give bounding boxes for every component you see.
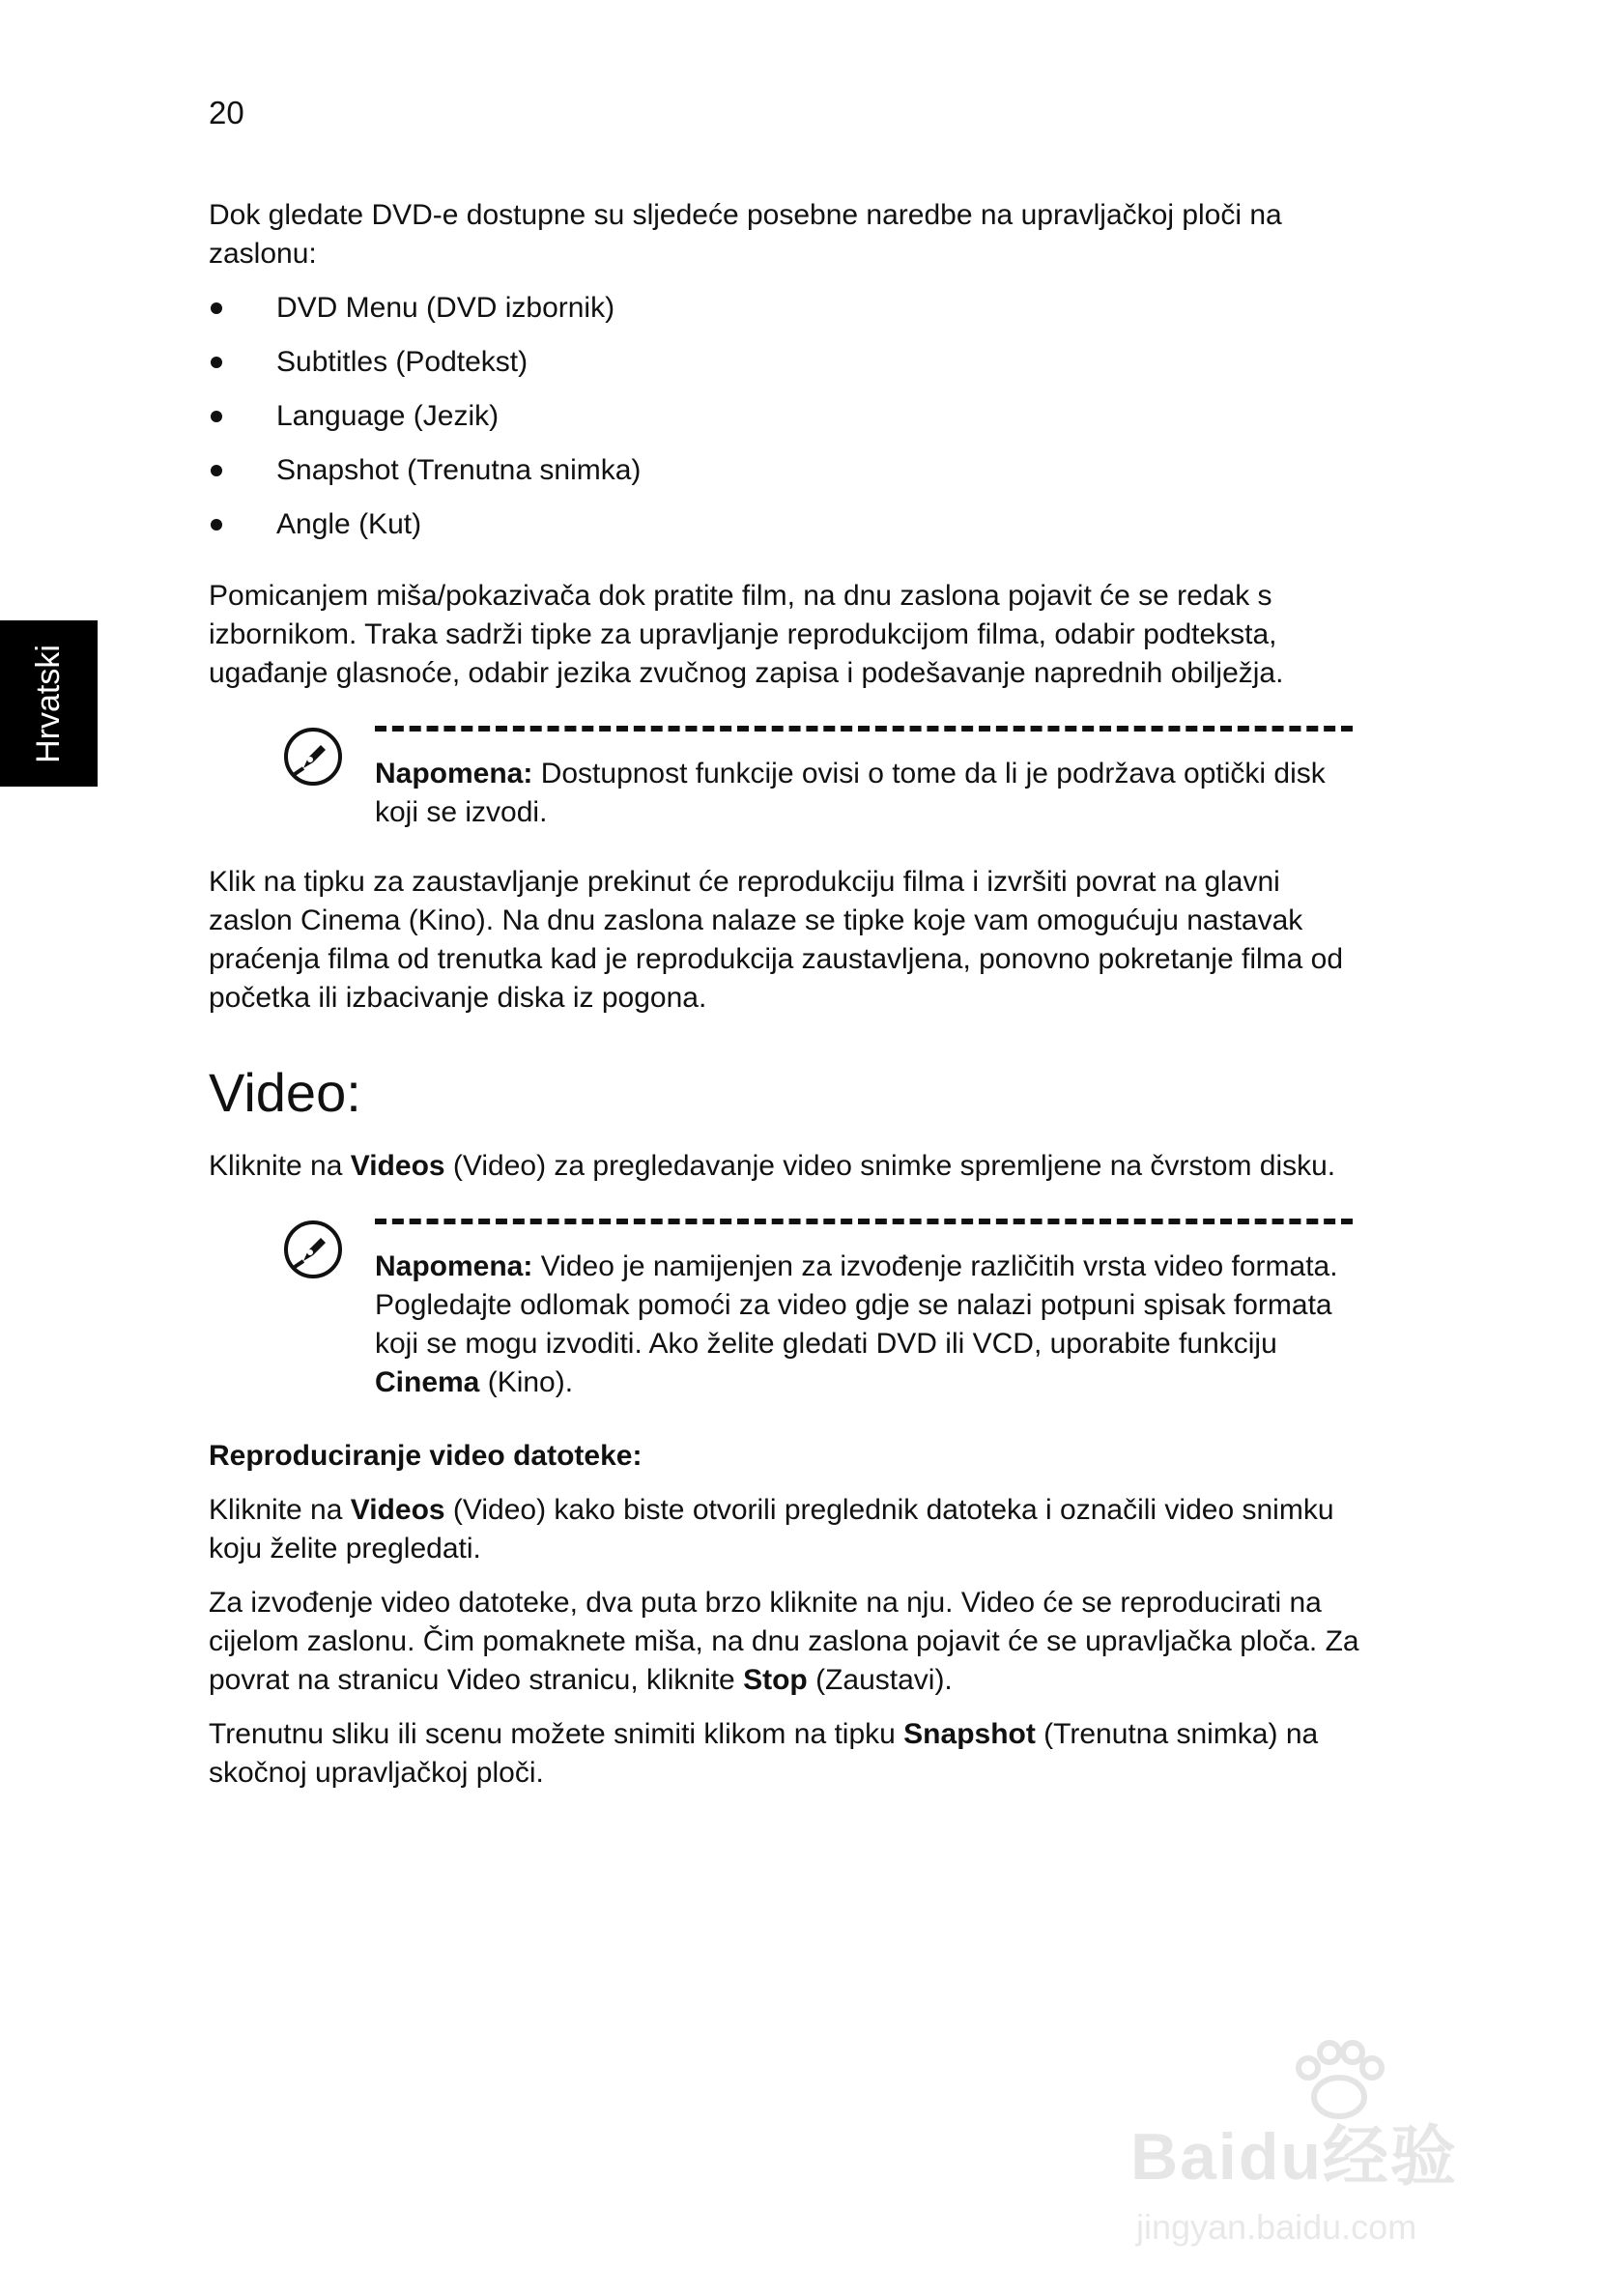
page-content bbox=[209, 196, 1368, 1808]
page-number: 20 bbox=[209, 95, 244, 130]
note-text: Napomena: Video je namijenjen za izvođenje različitih vrsta video formata. Pogledajte odlomak pomoći za video gdje se nalazi potpuni spisak formata koji se mogu izvoditi. Ako želite gledati DVD ili VCD, uporabite funkciju Cinema (Kino). bbox=[375, 1250, 1338, 1398]
section-title-video: Video: bbox=[209, 1062, 361, 1123]
watermark-logo: Baidu经验 bbox=[1130, 2120, 1458, 2194]
note-text: Napomena: Dostupnost funkcije ovisi o tome da li je podržava optički disk koji se izvodi. bbox=[375, 758, 1326, 828]
list-item: DVD Menu (DVD izbornik) bbox=[209, 289, 1368, 343]
note-label: Napomena: bbox=[375, 758, 533, 789]
list-item: Language (Jezik) bbox=[209, 397, 1368, 451]
mouse-paragraph: Pomicanjem miša/pokazivača dok pratite film, na dnu zaslona pojavit će se redak s izbornikom. Traka sadrži tipke za upravljanje reprodukcijom filma, odabir podteksta, ugađanje glasnoće, odabir jezika zvučnog zapisa i podešavanje naprednih obilježja. bbox=[209, 580, 1284, 689]
list-item: Angle (Kut) bbox=[209, 505, 1368, 560]
note-divider bbox=[375, 726, 1353, 732]
list-item: Snapshot (Trenutna snimka) bbox=[209, 451, 1368, 505]
intro-paragraph: Dok gledate DVD-e dostupne su sljedeće posebne naredbe na upravljačkoj ploči na zaslonu: bbox=[209, 199, 1282, 270]
subheading-play-video: Reproduciranje video datoteke: bbox=[209, 1440, 643, 1472]
dvd-commands-list bbox=[209, 289, 1368, 560]
language-side-tab bbox=[0, 620, 98, 787]
video-paragraph: Za izvođenje video datoteke, dva puta brzo kliknite na nju. Video će se reproducirati na cijelom zaslonu. Čim pomaknete miša, na dnu zaslona pojavit će se upravljačka ploča. Za povrat na stranicu Video stranicu, kliknite Stop (Zaustavi). bbox=[209, 1587, 1359, 1696]
watermark bbox=[1127, 2037, 1513, 2269]
note-divider bbox=[375, 1219, 1353, 1224]
note-box bbox=[209, 726, 1368, 832]
note-label: Napomena: bbox=[375, 1250, 533, 1282]
stop-paragraph: Klik na tipku za zaustavljanje prekinut će reprodukciju filma i izvršiti povrat na glavni zaslon Cinema (Kino). Na dnu zaslona nalaze se tipke koje vam omogućuju nastavak praćenja filma od trenutka kad je reprodukcija zaustavljena, ponovno pokretanje filma od početka ili izbacivanje diska iz pogona. bbox=[209, 866, 1344, 1014]
language-side-tab-label: Hrvatski bbox=[30, 644, 68, 763]
video-intro-paragraph: Kliknite na Videos (Video) za pregledavanje video snimke spremljene na čvrstom disku. bbox=[209, 1150, 1336, 1182]
note-box bbox=[209, 1219, 1368, 1402]
note-pen-icon bbox=[282, 726, 344, 788]
video-paragraph: Kliknite na Videos (Video) kako biste otvorili preglednik datoteka i označili video snimku koju želite pregledati. bbox=[209, 1494, 1334, 1564]
video-paragraph: Trenutnu sliku ili scenu možete snimiti klikom na tipku Snapshot (Trenutna snimka) na skočnoj upravljačkoj ploči. bbox=[209, 1718, 1319, 1789]
list-item: Subtitles (Podtekst) bbox=[209, 343, 1368, 397]
note-pen-icon bbox=[282, 1219, 344, 1280]
watermark-url: jingyan.baidu.com bbox=[1136, 2207, 1417, 2247]
